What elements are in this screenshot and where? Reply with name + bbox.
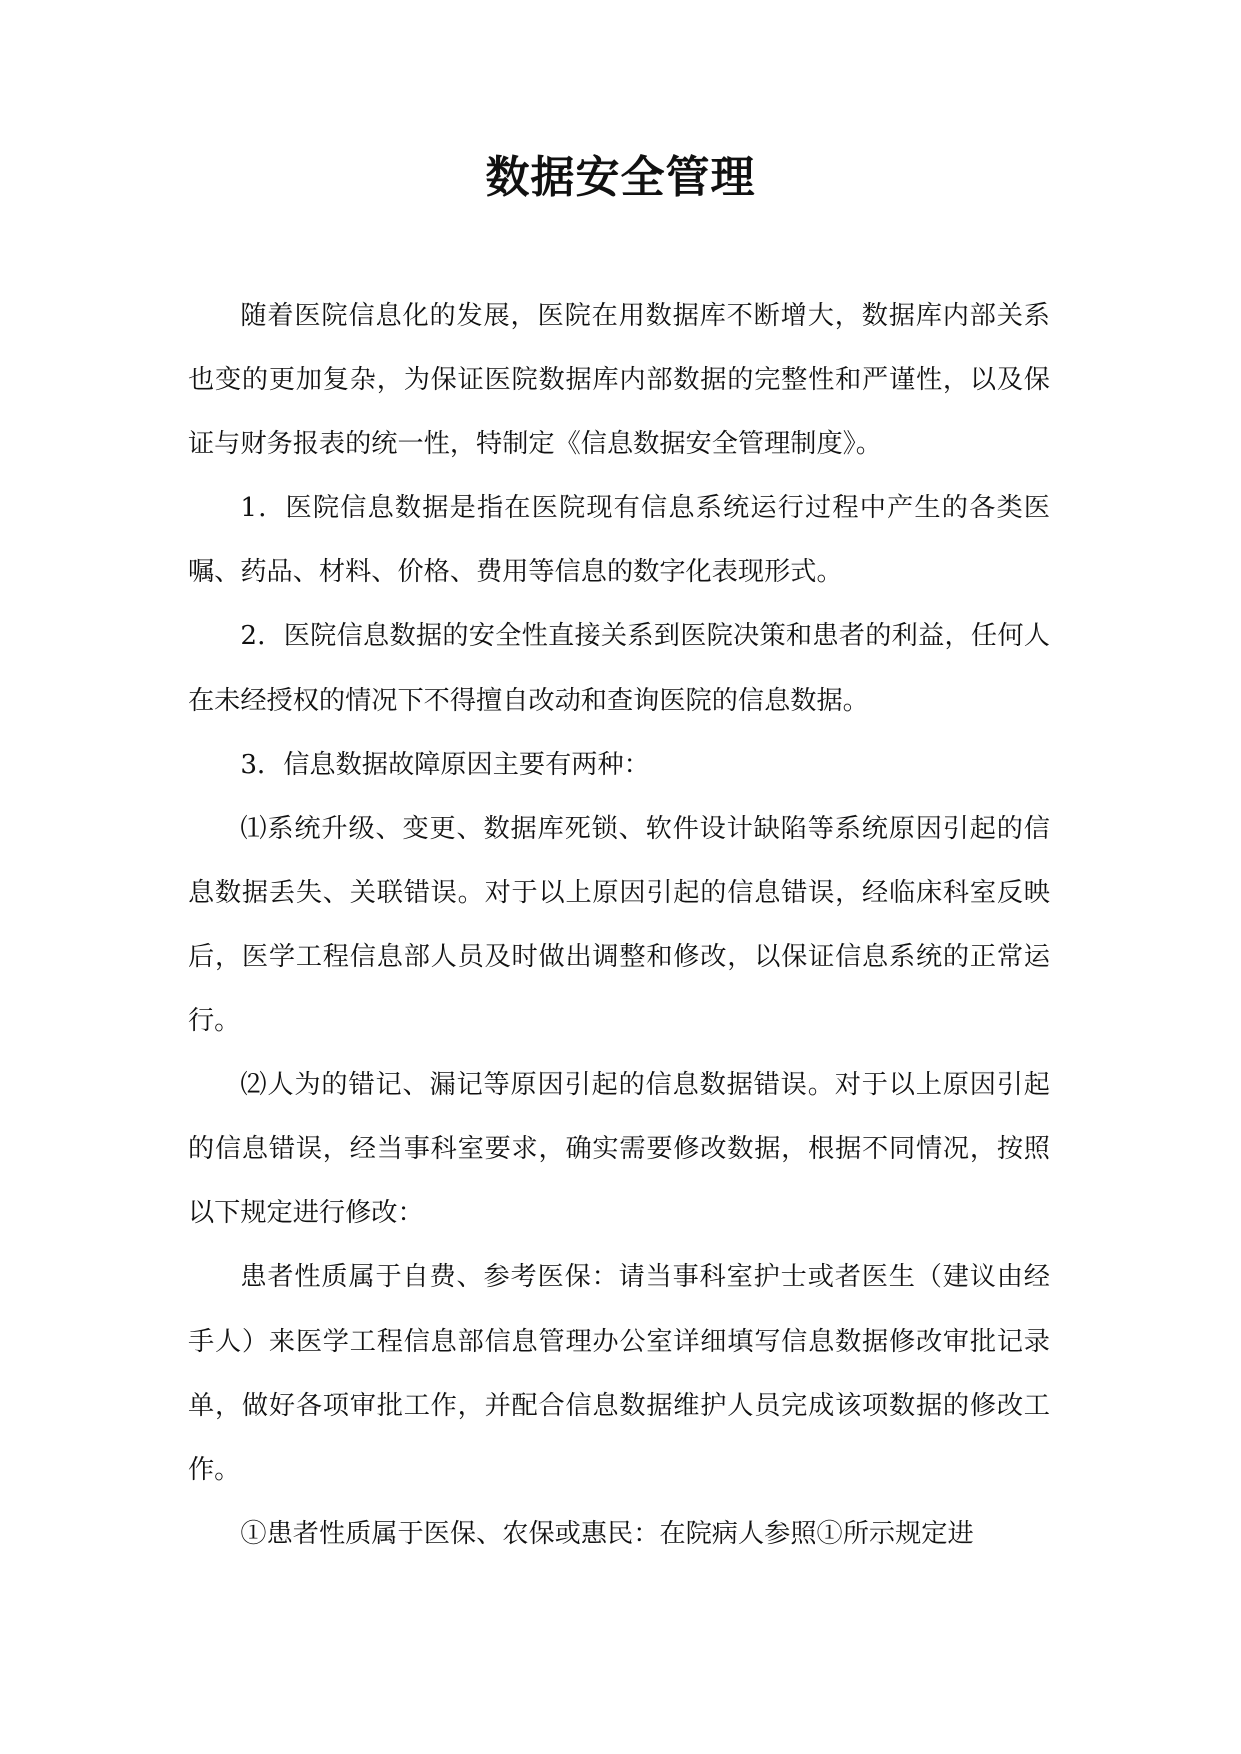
paragraph-intro: 随着医院信息化的发展，医院在用数据库不断增大，数据库内部关系也变的更加复杂，为保证医院数据库内部数据的完整性和严谨性，以及保证与财务报表的统一性，特制定《信息数据安全管理制度》。 <box>188 301 1050 460</box>
document-body <box>188 284 1050 1566</box>
page-title: 数据安全管理 <box>485 152 756 203</box>
paragraph-self-pay: 患者性质属于自费、参考医保：请当事科室护士或者医生（建议由经手人）来医学工程信息部信息管理办公室详细填写信息数据修改审批记录单，做好各项审批工作，并配合信息数据维护人员完成该项数据的修改工作。 <box>188 1262 1050 1485</box>
paragraph-insurance: ①患者性质属于医保、农保或惠民：在院病人参照①所示规定进 <box>240 1518 974 1549</box>
paragraph-item-2: 2．医院信息数据的安全性直接关系到医院决策和患者的利益，任何人在未经授权的情况下不得擅自改动和查询医院的信息数据。 <box>188 621 1050 716</box>
paragraph-subitem-2: ⑵人为的错记、漏记等原因引起的信息数据错误。对于以上原因引起的信息错误，经当事科室要求，确实需要修改数据，根据不同情况，按照以下规定进行修改： <box>188 1070 1050 1229</box>
paragraph-subitem-1: ⑴系统升级、变更、数据库死锁、软件设计缺陷等系统原因引起的信息数据丢失、关联错误。对于以上原因引起的信息错误，经临床科室反映后，医学工程信息部人员及时做出调整和修改，以保证信息系统的正常运行。 <box>188 813 1050 1037</box>
paragraph-item-3: 3．信息数据故障原因主要有两种： <box>240 749 650 780</box>
paragraph-item-1: 1．医院信息数据是指在医院现有信息系统运行过程中产生的各类医嘱、药品、材料、价格、费用等信息的数字化表现形式。 <box>188 493 1050 588</box>
